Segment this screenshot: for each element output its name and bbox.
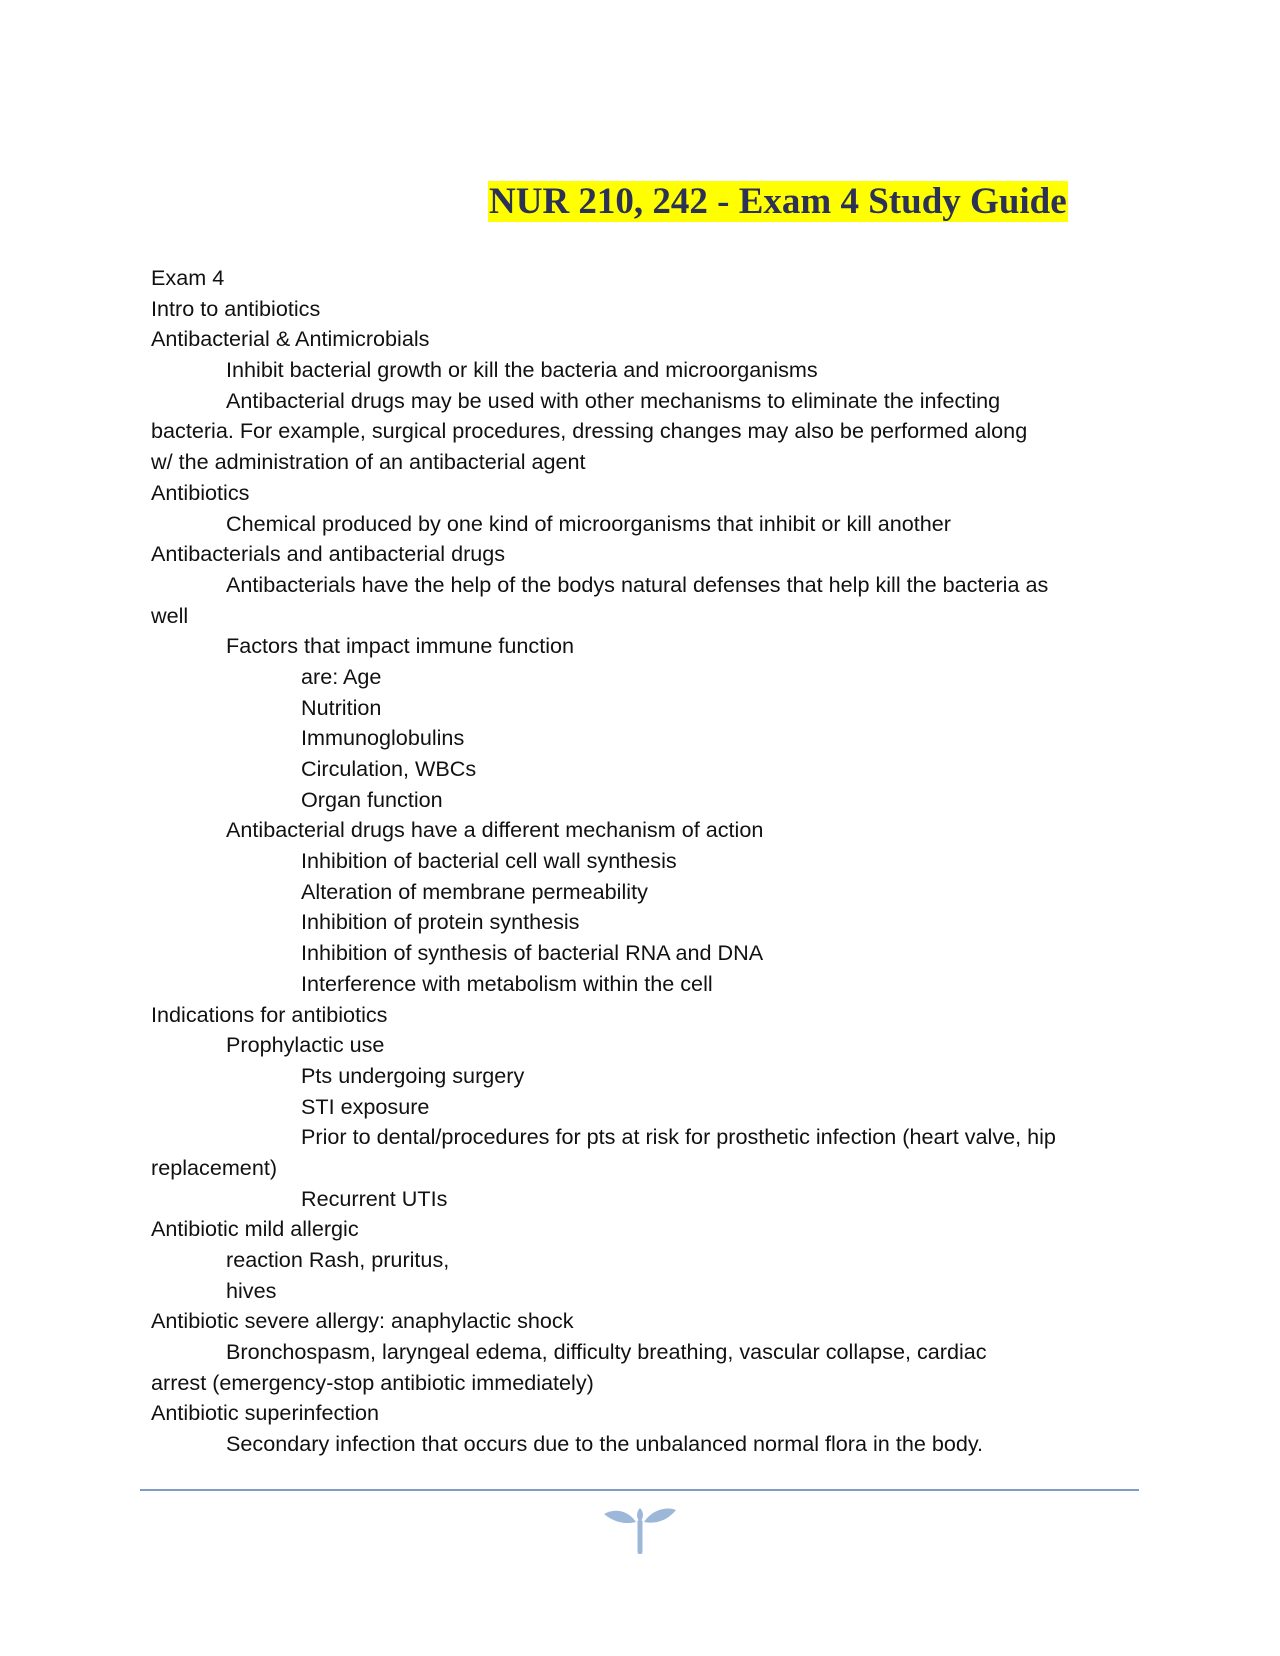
text-line: Antibiotic superinfection xyxy=(151,1400,380,1426)
text-line: reaction Rash, pruritus, xyxy=(226,1247,450,1272)
text-line: Pts undergoing surgery xyxy=(301,1062,525,1088)
text-line: Antibacterials have the help of the bodys natural defenses that help kill the bacteria as xyxy=(226,571,1049,597)
text-line: STI exposure xyxy=(301,1093,430,1119)
text-line: Inhibition of bacterial cell wall synthesis xyxy=(301,848,677,874)
text-line: Antibiotics xyxy=(151,479,250,505)
text-line: Antibiotic severe allergy: anaphylactic shock xyxy=(151,1308,574,1334)
text-line: Intro to antibiotics xyxy=(151,295,321,321)
text-line: Chemical produced by one kind of microorganisms that inhibit or kill another xyxy=(226,510,951,536)
text-line: Antibiotic mild allergic xyxy=(151,1216,359,1242)
document-body xyxy=(151,263,1141,1460)
text-line: Antibacterial drugs have a different mechanism of action xyxy=(226,817,764,843)
text-line: Prior to dental/procedures for pts at risk for prosthetic infection (heart valve, hip xyxy=(301,1124,1056,1150)
text-line: Inhibition of synthesis of bacterial RNA and DNA xyxy=(301,940,764,966)
text-line: Antibacterial drugs may be used with other mechanisms to eliminate the infecting xyxy=(226,387,1001,413)
text-line: Nutrition xyxy=(301,694,382,720)
text-line: Secondary infection that occurs due to the unbalanced normal flora in the body. xyxy=(226,1431,984,1457)
text-line: Immunoglobulins xyxy=(301,725,465,751)
text-line: replacement) xyxy=(151,1154,278,1180)
text-line: Antibacterial & Antimicrobials xyxy=(151,326,430,352)
text-line: bacteria. For example, surgical procedures, dressing changes may also be performed along xyxy=(151,418,1028,444)
text-line: arrest (emergency-stop antibiotic immediately) xyxy=(151,1369,594,1395)
text-line: Indications for antibiotics xyxy=(151,1001,388,1027)
text-line: Circulation, WBCs xyxy=(301,756,477,781)
text-line: Bronchospasm, laryngeal edema, difficulty breathing, vascular collapse, cardiac xyxy=(226,1339,987,1365)
text-line: Inhibit bacterial growth or kill the bacteria and microorganisms xyxy=(226,357,818,383)
text-line: Organ function xyxy=(301,786,443,812)
leaf-sprout-icon xyxy=(600,1504,680,1556)
text-line: Recurrent UTIs xyxy=(301,1185,448,1211)
title-block xyxy=(488,178,1068,226)
text-line: well xyxy=(151,602,189,628)
text-line: hives xyxy=(226,1277,277,1303)
text-line: Factors that impact immune function xyxy=(226,633,575,659)
text-line: Interference with metabolism within the cell xyxy=(301,970,713,996)
text-line: Inhibition of protein synthesis xyxy=(301,909,580,935)
page-title: NUR 210, 242 - Exam 4 Study Guide xyxy=(489,181,1067,222)
text-line: Prophylactic use xyxy=(226,1032,385,1058)
text-line: Exam 4 xyxy=(151,265,225,290)
text-line: Antibacterials and antibacterial drugs xyxy=(151,541,506,567)
footer-divider xyxy=(140,1489,1139,1491)
text-line: Alteration of membrane permeability xyxy=(301,878,648,904)
text-line: w/ the administration of an antibacterial agent xyxy=(151,449,586,475)
text-line: are: Age xyxy=(301,663,382,689)
